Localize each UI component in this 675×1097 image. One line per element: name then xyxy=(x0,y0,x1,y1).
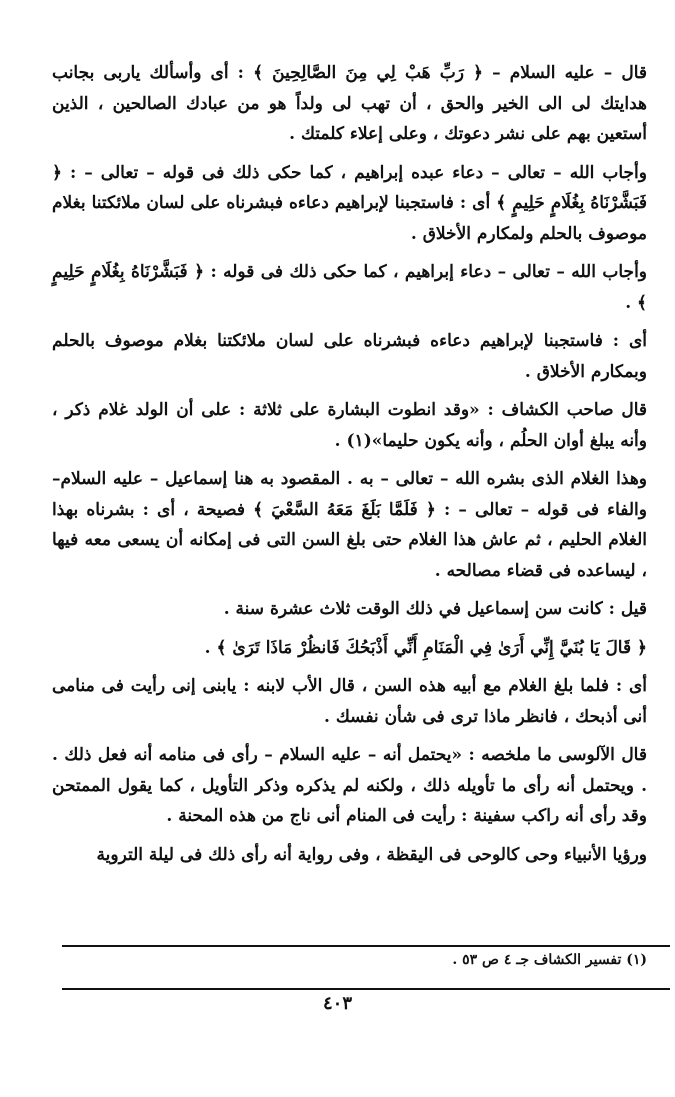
paragraph-6: وهذا الغلام الذى بشره الله – تعالى – به . المقصود به هنا إسماعيل – عليه السلام– والفاء فى قوله – تعالى – : ﴿ فَلَمَّا بَلَغَ مَعَهُ السَّعْيَ ﴾ فصيحة ، أى : بشرناه بهذا الغلام الحليم ، ثم عاش هذا الغلام حتى بلغ السن التى فى إمكانه أن يسعى معه فيها ، ليساعده فى قضاء مصالحه . xyxy=(52,469,647,581)
paragraph-10: قال الآلوسى ما ملخصه : «يحتمل أنه – عليه السلام – رأى فى منامه أنه فعل ذلك . . ويحتمل أنه رأى ما تأويله ذلك ، ولكنه لم يذكره وذكر التأويل ، كما يقول الممتحن وقد رأى أنه راكب سفينة : رأيت فى المنام أنى ناج من هذه المحنة . xyxy=(52,745,647,826)
paragraph-7: قيل : كانت سن إسماعيل في ذلك الوقت ثلاث عشرة سنة . xyxy=(223,599,647,619)
paragraph-4: أى : فاستجبنا لإبراهيم دعاءه فبشرناه على لسان ملائكتنا بغلام موصوف بالحلم وبمكارم الأخلاق . xyxy=(52,331,647,382)
paragraph-3: وأجاب الله – تعالى – دعاء إبراهيم ، كما حكى ذلك فى قوله : ﴿ فَبَشَّرْنَاهُ بِغُلَامٍ حَلِيمٍ ﴾ . xyxy=(52,262,647,313)
footnote-separator xyxy=(62,945,670,947)
quran-verse: ﴿ قَالَ يَا بُنَيَّ إِنِّي أَرَىٰ فِي الْمَنَامِ أَنِّي أَذْبَحُكَ فَانظُرْ مَاذَا تَرَىٰ ﴾ . xyxy=(204,637,647,658)
bottom-rule xyxy=(62,988,670,990)
footnote: (١) تفسير الكشاف جـ ٤ ص ٥٣ . xyxy=(452,952,647,968)
paragraph-5: قال صاحب الكشاف : «وقد انطوت البشارة على ثلاثة : على أن الولد غلام ذكر ، وأنه يبلغ أوان الحلُم ، وأنه يكون حليما»(١) . xyxy=(52,400,647,451)
paragraph-2: وأجاب الله – تعالى – دعاء عبده إبراهيم ، كما حكى ذلك فى قوله – تعالى – : ﴿ فَبَشَّرْنَاهُ بِغُلَامٍ حَلِيمٍ ﴾ أى : فاستجبنا لإبراهيم دعاءه فبشرناه على لسان ملائكتنا بغلام موصوف بالحلم ولمكارم الأخلاق . xyxy=(52,162,647,244)
body-text xyxy=(52,58,647,878)
paragraph-9: أى : فلما بلغ الغلام مع أبيه هذه السن ، قال الأب لابنه : يابنى إنى رأيت فى منامى أنى أذبحك ، فانظر ماذا ترى فى شأن نفسك . xyxy=(52,676,647,727)
paragraph-1: قال – عليه السلام – ﴿ رَبِّ هَبْ لِي مِنَ الصَّالِحِينَ ﴾ : أى وأسألك ياربى بجانب هدايتك لى الى الخير والحق ، أن تهب لى ولداً هو من عبادك الصالحين ، الذين أستعين بهم على نشر دعوتك ، وعلى إعلاء كلمتك . xyxy=(52,63,647,144)
paragraph-11: ورؤيا الأنبياء وحى كالوحى فى اليقظة ، وفى رواية أنه رأى ذلك فى ليلة التروية xyxy=(96,844,647,865)
page-number: ٤٠٣ xyxy=(322,993,352,1014)
